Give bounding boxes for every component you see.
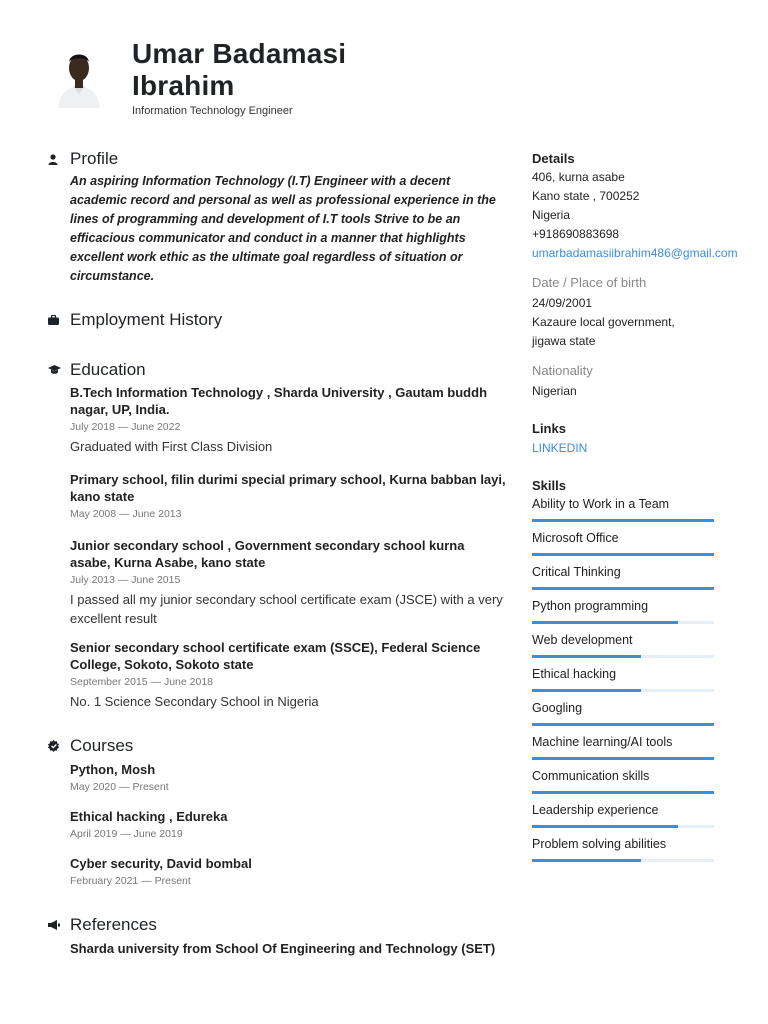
skill-level-bar: [532, 791, 714, 794]
references-section: [48, 914, 508, 957]
course-item: [70, 808, 508, 842]
skill-item: [532, 768, 714, 794]
person-icon: [48, 154, 70, 165]
phone-number: +918690883698: [532, 227, 620, 241]
education-item: [70, 384, 508, 456]
linkedin-link[interactable]: LINKEDIN: [532, 441, 588, 455]
nationality-value: Nigerian: [532, 384, 577, 398]
skill-item: [532, 700, 714, 726]
skill-level-fill: [532, 723, 714, 726]
briefcase-icon: [48, 315, 70, 325]
details-heading: Details: [532, 151, 575, 166]
skills-list: [532, 496, 762, 862]
skill-level-bar: [532, 757, 714, 760]
section-title-employment: Employment History: [70, 310, 223, 329]
skill-level-fill: [532, 519, 714, 522]
place-of-birth-line-2: jigawa state: [532, 334, 596, 348]
skill-item: [532, 666, 714, 692]
skill-level-bar: [532, 553, 714, 556]
address-line-1: 406, kurna asabe: [532, 170, 625, 184]
candidate-name: [132, 38, 346, 102]
section-title-profile: Profile: [70, 149, 119, 168]
skill-level-fill: [532, 825, 678, 828]
education-item-date: September 2015 — June 2018: [70, 676, 214, 688]
links-heading: Links: [532, 421, 566, 436]
reference-item-text: Sharda university from School Of Engineering and Technology (SET): [70, 941, 496, 956]
graduation-cap-icon: [48, 365, 70, 375]
skill-level-bar: [532, 825, 714, 828]
skill-level-bar: [532, 689, 714, 692]
name-first-line: Umar Badamasi: [132, 38, 347, 69]
email-link[interactable]: umarbadamasiibrahim486@gmail.com: [532, 246, 738, 260]
skill-item: [532, 496, 714, 522]
education-item: [70, 471, 508, 522]
skill-item: [532, 530, 714, 556]
education-item-title: B.Tech Information Technology , Sharda University , Gautam buddh nagar, UP, India.: [70, 385, 488, 417]
skill-name: Machine learning/AI tools: [532, 735, 673, 749]
course-item-title: Python, Mosh: [70, 762, 156, 777]
courses-section: [48, 735, 508, 889]
course-item: [70, 761, 508, 795]
skill-level-fill: [532, 791, 714, 794]
skill-item: [532, 598, 714, 624]
skill-level-bar: [532, 621, 714, 624]
skill-level-fill: [532, 587, 714, 590]
skill-name: Problem solving abilities: [532, 837, 667, 851]
sidebar-column: [532, 150, 762, 862]
education-section: [48, 359, 508, 711]
main-column: [48, 148, 508, 957]
skill-item: [532, 836, 714, 862]
course-item-title: Cyber security, David bombal: [70, 856, 252, 871]
skill-name: Leadership experience: [532, 803, 659, 817]
address-country: Nigeria: [532, 208, 571, 222]
skill-level-fill: [532, 757, 714, 760]
skill-name: Python programming: [532, 599, 649, 613]
profile-photo: [52, 44, 106, 108]
section-title-references: References: [70, 915, 157, 934]
skill-level-bar: [532, 519, 714, 522]
course-item-date: April 2019 — June 2019: [70, 828, 183, 840]
skill-name: Googling: [532, 701, 583, 715]
education-item: [70, 537, 508, 628]
skill-level-bar: [532, 655, 714, 658]
name-second-line: Ibrahim: [132, 70, 235, 101]
job-title: Information Technology Engineer: [132, 105, 293, 117]
skill-item: [532, 632, 714, 658]
nationality-label: Nationality: [532, 363, 593, 378]
place-of-birth-line-1: Kazaure local government,: [532, 315, 675, 329]
reference-item: [70, 940, 508, 957]
skill-level-fill: [532, 655, 641, 658]
employment-section: [48, 309, 508, 331]
skill-item: [532, 802, 714, 828]
skill-level-bar: [532, 859, 714, 862]
skill-level-fill: [532, 553, 714, 556]
skill-name: Web development: [532, 633, 633, 647]
skill-name: Microsoft Office: [532, 531, 619, 545]
education-item-title: Senior secondary school certificate exam (SSCE), Federal Science College, Sokoto, Sokoto state: [70, 640, 481, 672]
education-item-date: July 2018 — June 2022: [70, 421, 181, 433]
skill-name: Ethical hacking: [532, 667, 617, 681]
skills-heading: Skills: [532, 478, 566, 493]
skill-name: Communication skills: [532, 769, 650, 783]
education-item-description: I passed all my junior secondary school certificate exam (JSCE) with a very excellent result: [70, 592, 503, 626]
section-title-education: Education: [70, 360, 146, 379]
education-item-description: No. 1 Science Secondary School in Nigeria: [70, 694, 319, 709]
skill-item: [532, 734, 714, 760]
education-item-date: May 2008 — June 2013: [70, 508, 182, 520]
education-item-title: Primary school, filin durimi special primary school, Kurna babban layi, kano state: [70, 472, 506, 504]
skill-level-bar: [532, 723, 714, 726]
profile-summary: An aspiring Information Technology (I.T) Engineer with a decent academic record and personal as well as professional experience in the lines of programming and development of I.T tools Strive to be an efficacious communicator and conduct in a manner that highlights excellent work ethic as the ultimate goal regardless of situation or circumstance.: [70, 174, 496, 283]
skill-level-fill: [532, 621, 678, 624]
address-line-2: Kano state , 700252: [532, 189, 640, 203]
section-title-courses: Courses: [70, 736, 134, 755]
course-item-date: May 2020 — Present: [70, 781, 169, 793]
skill-name: Ability to Work in a Team: [532, 497, 670, 511]
course-item-title: Ethical hacking , Edureka: [70, 809, 228, 824]
megaphone-icon: [48, 920, 70, 930]
skill-level-bar: [532, 587, 714, 590]
profile-section: [48, 148, 508, 286]
skill-item: [532, 564, 714, 590]
course-item-date: February 2021 — Present: [70, 875, 191, 887]
education-item-description: Graduated with First Class Division: [70, 439, 273, 454]
skill-level-fill: [532, 859, 641, 862]
education-item-date: July 2013 — June 2015: [70, 574, 181, 586]
education-item: [70, 639, 508, 711]
dob-label: Date / Place of birth: [532, 275, 647, 290]
badge-icon: [48, 740, 70, 752]
skill-level-fill: [532, 689, 641, 692]
date-of-birth: 24/09/2001: [532, 296, 593, 310]
education-item-title: Junior secondary school , Government secondary school kurna asabe, Kurna Asabe, kano state: [70, 538, 465, 570]
course-item: [70, 855, 508, 889]
skill-name: Critical Thinking: [532, 565, 621, 579]
